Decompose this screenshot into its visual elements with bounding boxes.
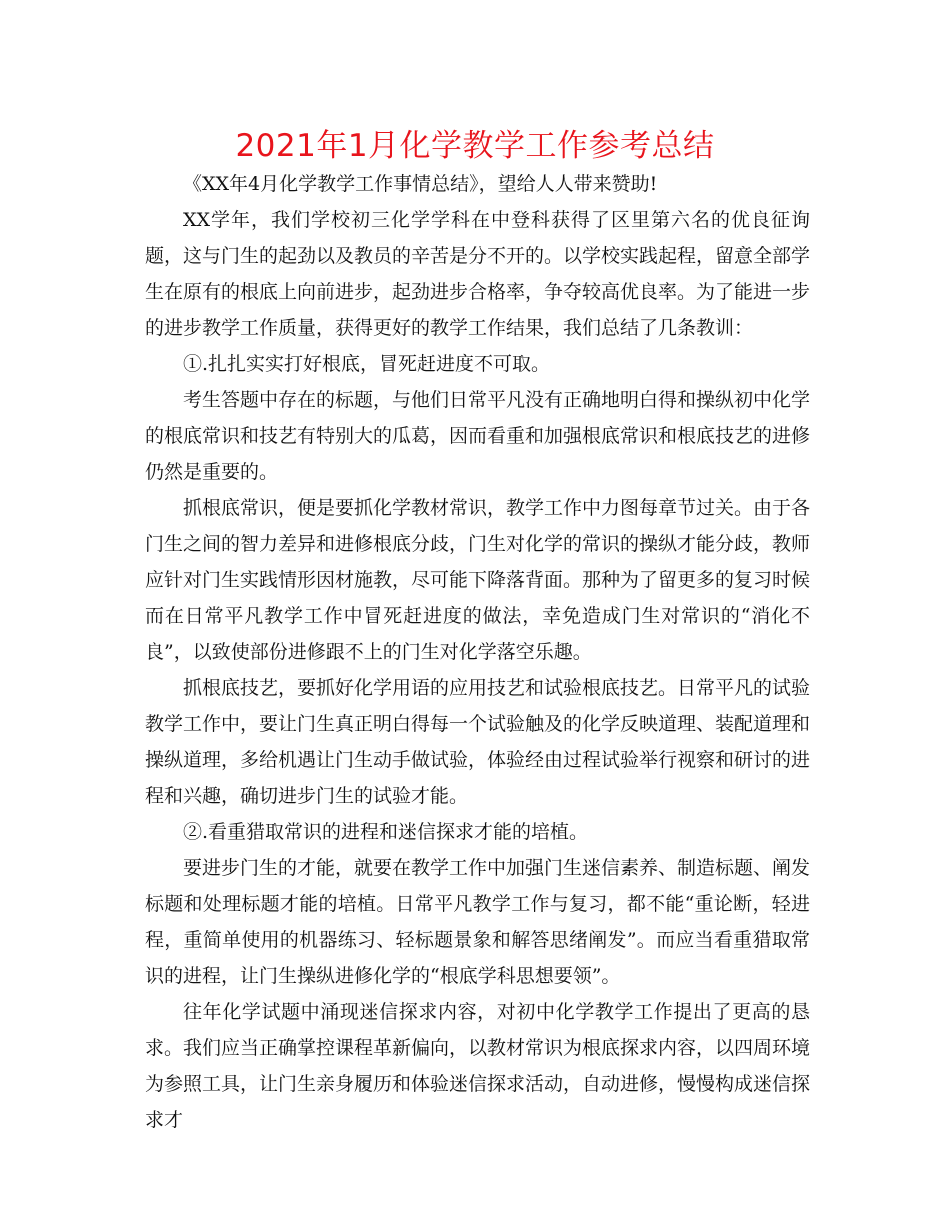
paragraph-basic-knowledge: 抓根底常识，便是要抓化学教材常识，教学工作中力图每章节过关。由于各门生之间的智力差异和进修根底分歧，门生对化学的常识的操纵才能分歧，教师应针对门生实践情形因材施教，尽可能下降落背面。那种为了留更多的复习时候而在日常平凡教学工作中冒死赶进度的做法，幸免造成门生对常识的“消化不良”，以致使部份进修跟不上的门生对化学落空乐趣。 [145, 497, 811, 663]
document-body [145, 166, 810, 1138]
paragraph-inquiry: 往年化学试题中涌现迷信探求内容，对初中化学教学工作提出了更高的恳求。我们应当正确掌控课程革新偏向，以教材常识为根底探求内容，以四周环境为参照工具，让门生亲身履历和体验迷信探求活动，自动进修，慢慢构成迷信探求才 [145, 1001, 811, 1131]
paragraph-basic-skills: 抓根底技艺，要抓好化学用语的应用技艺和试验根底技艺。日常平凡的试验教学工作中，要让门生真正明白得每一个试验触及的化学反映道理、装配道理和操纵道理，多给机遇让门生动手做试验，体验经由过程试验举行视察和研讨的进程和兴趣，确切进步门生的试验才能。 [145, 677, 811, 807]
paragraph-overview: XX学年，我们学校初三化学学科在中登科获得了区里第六名的优良征询题，这与门生的起劲以及教员的辛苦是分不开的。以学校实践起程，留意全部学生在原有的根底上向前进步，起劲进步合格率，争夺较高优良率。为了能进一步的进步教学工作质量，获得更好的教学工作结果，我们总结了几条教训： [145, 209, 811, 339]
paragraph-lesson-2-heading: ②.看重猎取常识的进程和迷信探求才能的培植。 [183, 821, 589, 843]
paragraph-lesson-1-heading: ①.扎扎实实打好根底，冒死赶进度不可取。 [183, 353, 551, 375]
paragraph-ability: 要进步门生的才能，就要在教学工作中加强门生迷信素养、制造标题、阐发标题和处理标题才能的培植。日常平凡教学工作与复习，都不能“重论断，轻进程，重简单使用的机器练习、轻标题景象和解答思绪阐发”。而应当看重猎取常识的进程，让门生操纵进修化学的“根底学科思想要领”。 [145, 857, 811, 987]
document-title: 2021年1月化学教学工作参考总结 [235, 128, 715, 164]
paragraph-intro: 《XX年4月化学教学工作事情总结》，望给人人带来赞助! [183, 173, 658, 195]
paragraph-basics: 考生答题中存在的标题，与他们日常平凡没有正确地明白得和操纵初中化学的根底常识和技艺有特别大的瓜葛，因而看重和加强根底常识和根底技艺的进修仍然是重要的。 [145, 389, 811, 483]
